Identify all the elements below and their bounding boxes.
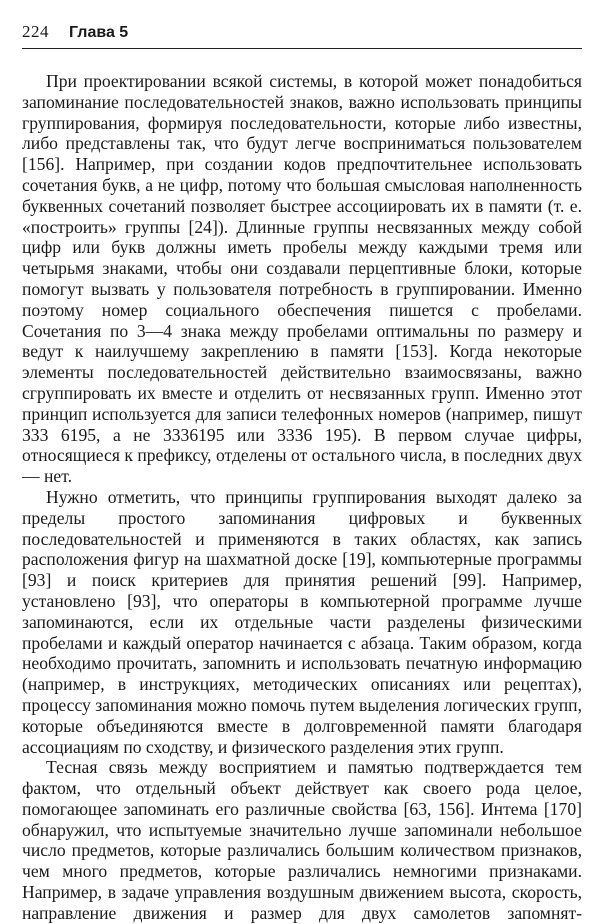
paragraph-text: Нужно отметить, что принципы группирования выходят далеко за пределы простого запоминания цифровых и буквенных последовательностей и применяются в таких областях, как запись расположения фигур на шахматной доске [19], компьютерные программы [93] и поиск критериев для принятия решений [99]. Например, установлено [93], что операторы в компьютерной программе лучше запоминаются, если их отдельные части разделены физическими пробелами и каждый оператор начинается с абзаца. Таким образом, когда необходимо прочитать, запомнить и использовать печатную информацию (например, в инструкциях, методических описаниях или рецептах), процессу запоминания можно помочь путем выделения логических групп, которые объединяются вместе в долговременной памяти благодаря ассоциациям по сходству, и физического разделения этих групп.: [22, 486, 582, 757]
book-page: [22, 22, 582, 924]
paragraph-perception-memory: [22, 757, 582, 923]
paragraph-grouping-applications: [22, 487, 582, 757]
paragraph-grouping-principles: [22, 71, 582, 487]
paragraph-text: Тесная связь между восприятием и памятью подтверждается тем фактом, что отдельный объект действует как своего рода целое, помогающее запоминать его различные свойства [63, 156]. Интема [170] обнаружил, что испытуемые значительно лучше запоминали небольшое число предметов, которые различались большим количеством признаков, чем много предметов, которые различались немногими признаками. Например, в задаче управления воздушным движением высота, скорость, направление движения и размер для двух самолетов запомнят-: [22, 757, 582, 923]
paragraph-text: При проектировании всякой системы, в которой может понадобиться запоминание последовательностей знаков, важно использовать принципы группирования, формируя последовательности, которые либо известны, либо представлены так, что будут легче восприниматься пользователем [156]. Например, при создании кодов предпочтительнее использовать сочетания букв, а не цифр, потому что большая смысловая наполненность буквенных сочетаний позволяет быстрее ассоциировать их в памяти (т. е. «построить» группы [24]). Длинные группы несвязанных между собой цифр или букв должны иметь пробелы между каждыми тремя или четырьмя знаками, чтобы они создавали перцептивные блоки, которые помогут вызвать у пользователя потребность в группировании. Именно поэтому номер социального обеспечения пишется с пробелами. Сочетания по 3—4 знака между пробелами оптимальны по размеру и ведут к наилучшему закреплению в памяти [153]. Когда некоторые элементы последовательностей действительно взаимосвязаны, важно сгруппировать их вместе и отделить от несвязанных групп. Именно этот принцип используется для записи телефонных номеров (например, пишут 333 6195, а не 3336195 или 3336 195). В первом случае цифры, относящиеся к префиксу, отделены от остального числа, в последних двух — нет.: [22, 71, 582, 487]
page-header: [22, 22, 582, 49]
chapter-title: Глава 5: [69, 24, 129, 41]
page-body: [22, 71, 582, 924]
page-number: 224: [22, 22, 49, 41]
